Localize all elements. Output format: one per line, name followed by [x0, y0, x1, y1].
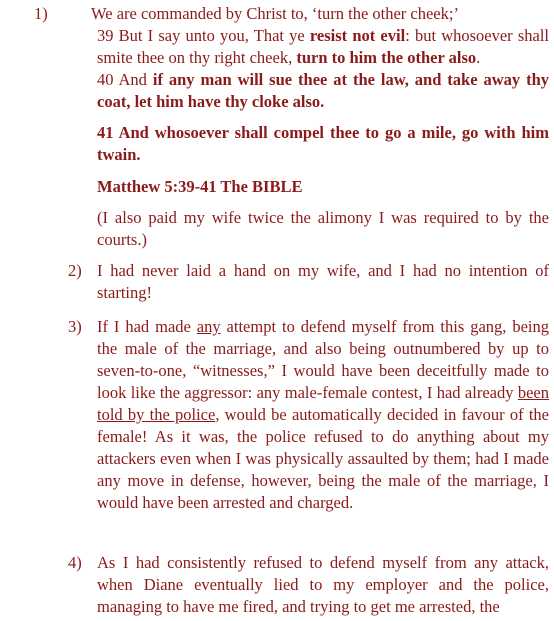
verse-41: 41 And whosoever shall compel thee to go a mile, go with him twain. [97, 123, 549, 164]
item-text: I had never laid a hand on my wife, and I had no intention of starting! [97, 261, 549, 302]
item-text: If I had made any attempt to defend myself from this gang, being the male of the marriage, and also being outnumbered by up to seven-to-one, “witnesses,” I would have been deceitfully made to look like the aggressor: any male-female contest, I had already been told by the police, would be automatically decided in favour of the female! As it was, the police refused to do anything about my attackers even when I was physically assaulted by them; had I made any move in defense, however, being the male of the marriage, I would have been arrested and charged. [97, 317, 550, 512]
item-number: 3) [68, 317, 82, 336]
item-heading: We are commanded by Christ to, ‘turn the other cheek;’ [91, 4, 459, 23]
item-number: 2) [68, 261, 82, 280]
scripture-reference: Matthew 5:39-41 The BIBLE [97, 177, 303, 196]
item-number: 4) [68, 553, 82, 572]
verse-40: 40 And if any man will sue thee at the law, and take away thy coat, let him have thy cloke also. [97, 70, 549, 111]
alimony-note: (I also paid my wife twice the alimony I was required to by the courts.) [97, 208, 549, 249]
item-text: As I had consistently refused to defend myself from any attack, when Diane eventually lied to my employer and the police, managing to have me fired, and trying to get me arrested, the [97, 553, 549, 616]
verse-39: 39 But I say unto you, That ye resist not evil: but whosoever shall smite thee on thy right cheek, turn to him the other also. [97, 26, 550, 67]
scripture-quote [97, 25, 549, 251]
item-number: 1) [34, 4, 48, 23]
